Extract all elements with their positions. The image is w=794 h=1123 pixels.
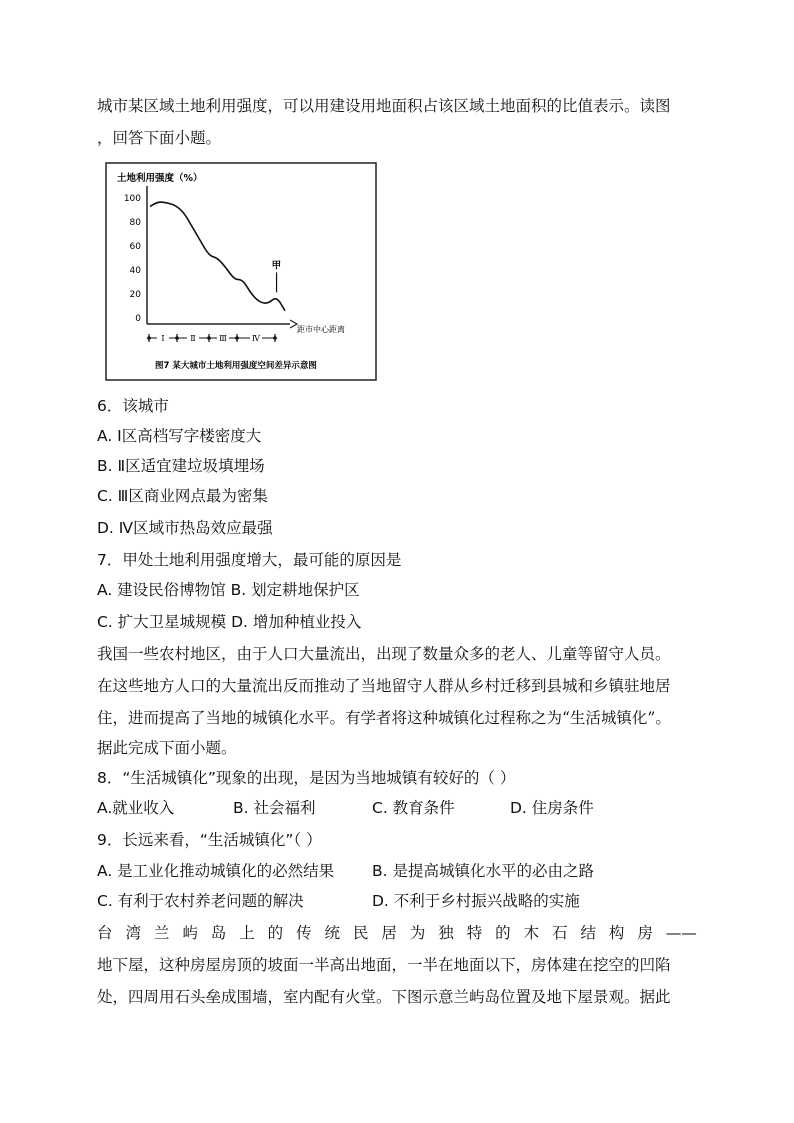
zone-label: Ⅳ	[252, 334, 260, 343]
q7-options-cd[interactable]: C. 扩大卫星城规模 D. 增加种植业投入	[97, 613, 362, 631]
intro3-line1-char: 构	[608, 924, 625, 942]
q8-stem: 8．“生活城镇化”现象的出现，是因为当地城镇有较好的（ ）	[97, 769, 516, 787]
x-axis-label: 距市中心距离	[297, 325, 345, 334]
zone-label: Ⅱ	[190, 334, 196, 343]
figure-caption: 图7 某大城市土地利用强度空间差异示意图	[155, 361, 317, 371]
q6-option-d[interactable]: D. Ⅳ区域市热岛效应最强	[97, 519, 273, 537]
land-use-intensity-chart	[105, 162, 377, 381]
intro3-line1-char: 居	[381, 924, 397, 942]
intro3-line1-char: 的	[495, 924, 511, 942]
zone-boundary-dot	[235, 336, 239, 340]
intro3-line1-char: 木	[523, 924, 540, 942]
q9-option-d[interactable]: D. 不利于乡村振兴战略的实施	[372, 892, 580, 910]
q8-option-d[interactable]: D. 住房条件	[510, 799, 594, 817]
intro3-line1-char: 上	[239, 924, 255, 942]
q8-option-b[interactable]: B. 社会福利	[233, 799, 316, 817]
intro3-line1-char: 岛	[210, 924, 227, 942]
intro3-line1-char: 特	[466, 924, 483, 942]
q6-stem: 6．该城市	[97, 397, 169, 415]
zone-label: Ⅰ	[161, 334, 165, 343]
intro2-line3: 住，进而提高了当地的城镇化水平。有学者将这种城镇化过程称之为“生活城镇化”。	[97, 709, 671, 727]
marker-label: 甲	[271, 260, 282, 272]
intro3-line1-char: 为	[409, 924, 426, 942]
intro3-line1-char: 民	[352, 924, 369, 942]
zone-boundary-dot	[147, 336, 151, 340]
q9-option-b[interactable]: B. 是提高城镇化水平的必由之路	[372, 862, 594, 880]
q8-option-a[interactable]: A.就业收入	[97, 799, 175, 817]
intro3-line1-char: 统	[324, 924, 341, 942]
zone-boundary-dot	[175, 336, 179, 340]
q6-option-c[interactable]: C. Ⅲ区商业网点最为密集	[97, 487, 268, 505]
intro3-line1-char: 结	[580, 924, 596, 942]
intro2-line4: 据此完成下面小题。	[97, 739, 237, 757]
q7-stem: 7．甲处土地利用强度增大，最可能的原因是	[97, 551, 402, 569]
y-tick-label: 80	[129, 218, 141, 228]
intro2-line1: 我国一些农村地区，由于人口大量流出，出现了数量众多的老人、儿童等留守人员。	[97, 645, 671, 663]
q9-stem: 9．长远来看，“生活城镇化”（ ）	[97, 831, 322, 849]
intro3-line1-char: 传	[296, 924, 312, 942]
zone-boundary-dot	[207, 336, 211, 340]
y-tick-label: 40	[129, 266, 141, 276]
intro3-line1	[97, 923, 697, 943]
intro3-line1-char: 房	[637, 924, 653, 942]
q6-option-b[interactable]: B. Ⅱ区适宜建垃圾填埋场	[97, 457, 265, 475]
zone-label: Ⅲ	[219, 334, 227, 343]
y-tick-label: 0	[135, 314, 141, 324]
q9-option-c[interactable]: C. 有利于农村养老问题的解决	[97, 892, 304, 910]
intro1-line1: 城市某区域土地利用强度，可以用建设用地面积占该区域土地面积的比值表示。读图	[97, 97, 671, 115]
intro3-line1-char: 石	[552, 924, 568, 942]
intro2-line2: 在这些地方人口的大量流出反而推动了当地留守人群从乡村迁移到县城和乡镇驻地居	[97, 677, 671, 695]
q7-options-ab[interactable]: A. 建设民俗博物馆 B. 划定耕地保护区	[97, 581, 360, 599]
intro3-line1-char: 的	[267, 924, 284, 942]
intro3-line1-char: 屿	[182, 924, 198, 942]
intro3-line3: 处，四周用石头垒成围墙，室内配有火堂。下图示意兰屿岛位置及地下屋景观。据此	[97, 988, 671, 1006]
q6-option-a[interactable]: A. Ⅰ区高档写字楼密度大	[97, 427, 262, 445]
q9-option-a[interactable]: A. 是工业化推动城镇化的必然结果	[97, 862, 335, 880]
intro3-line1-char: 湾	[125, 924, 141, 942]
zone-boundary-dot	[273, 336, 277, 340]
y-tick-label: 100	[123, 194, 141, 204]
intro1-line2: ，回答下面小题。	[97, 129, 222, 147]
intro3-line1-char: 台	[97, 924, 113, 942]
intro3-line1-char: ——	[665, 924, 697, 942]
chart-title: 土地利用强度（%）	[117, 173, 203, 184]
y-tick-label: 20	[129, 290, 141, 300]
intro3-line2: 地下屋，这种房屋房顶的坡面一半高出地面，一半在地面以下，房体建在挖空的凹陷	[97, 956, 671, 974]
q8-option-c[interactable]: C. 教育条件	[372, 799, 455, 817]
intro3-line1-char: 独	[438, 924, 454, 942]
y-tick-label: 60	[129, 242, 141, 252]
intro3-line1-char: 兰	[153, 924, 170, 942]
land-use-intensity-figure	[105, 162, 377, 381]
